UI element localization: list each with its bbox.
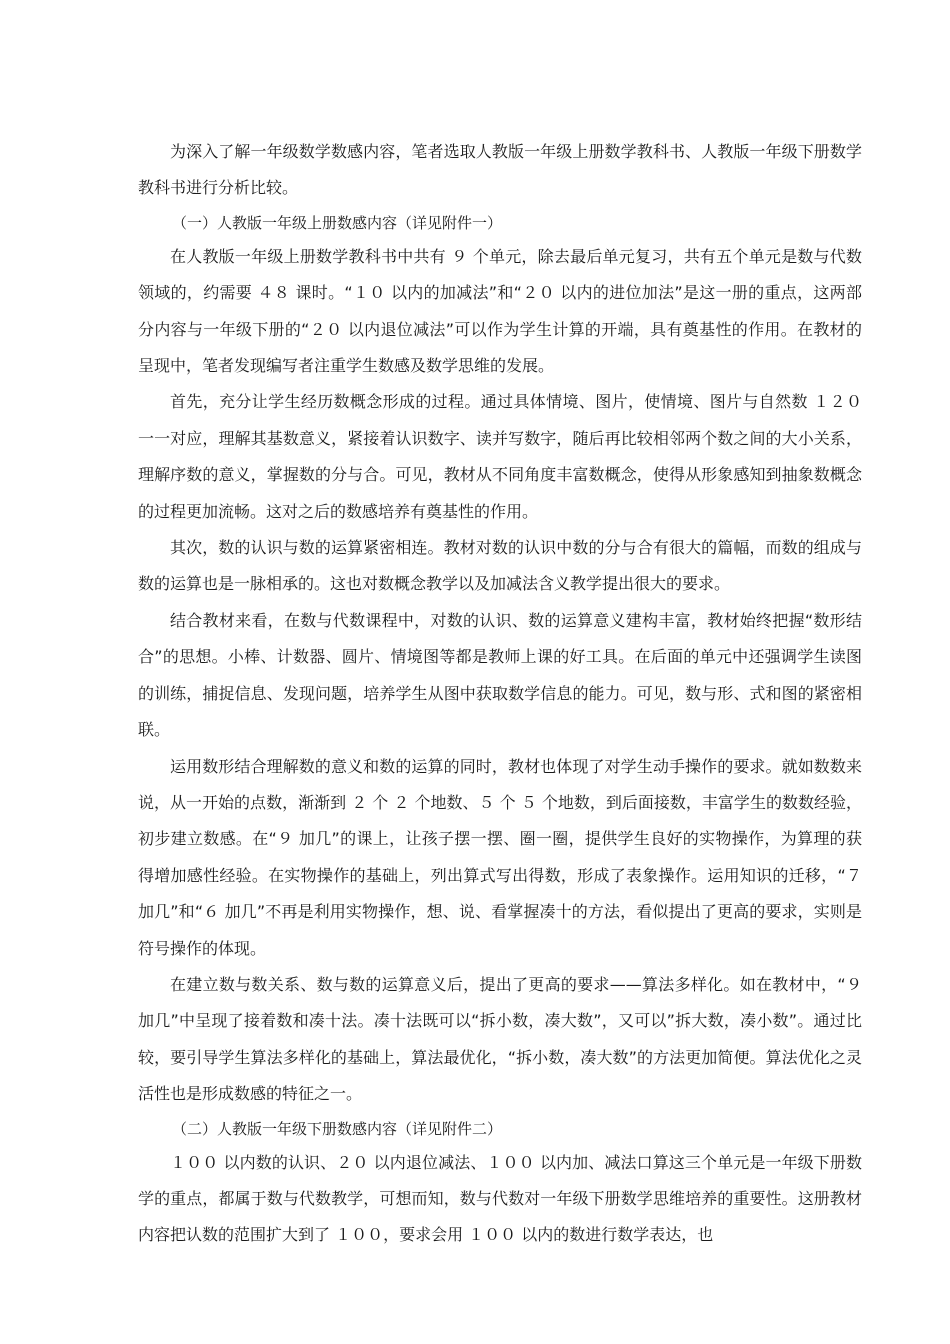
paragraph-vol2-overview: １００ 以内数的认识、２０ 以内退位减法、１００ 以内加、减法口算这三个单元是一年级下册数学的重点，都属于数与代数教学，可想而知，数与代数对一年级下册数学思维培养的重要性。这册教材内容把认数的范围扩大到了 １００，要求会用 １００ 以内的数进行数学表达，也 — [138, 1152, 862, 1245]
paragraph-intro: 为深入了解一年级数学数感内容，笔者选取人教版一年级上册数学教科书、人教版一年级下册数学教科书进行分析比较。 — [138, 142, 862, 198]
paragraph-first-point: 首先，充分让学生经历数概念形成的过程。通过具体情境、图片，使情境、图片与自然数 １２０ 一一对应，理解其基数意义，紧接着认识数字、读并写数字，随后再比较相邻两个数之间的大小关系，理解序数的意义，掌握数的分与合。可见，教材从不同角度丰富数概念，使得从形象感知到抽象数概念的过程更加流畅。这对之后的数感培养有奠基性的作用。 — [138, 392, 862, 521]
section-heading-grade1-vol1: （一）人教版一年级上册数感内容（详见附件一） — [172, 213, 503, 232]
section-heading-grade1-vol2: （二）人教版一年级下册数感内容（详见附件二） — [172, 1119, 503, 1138]
document-body — [138, 134, 862, 1254]
paragraph-number-shape: 结合教材来看，在数与代数课程中，对数的认识、数的运算意义建构丰富，教材始终把握“数形结合”的思想。小棒、计数器、圆片、情境图等都是教师上课的好工具。在后面的单元中还强调学生读图的训练，捕捉信息、发现问题，培养学生从图中获取数学信息的能力。可见，数与形、式和图的紧密相联。 — [138, 610, 862, 740]
paragraph-vol1-overview: 在人教版一年级上册数学教科书中共有 ９ 个单元，除去最后单元复习，共有五个单元是数与代数领域的，约需要 ４８ 课时。“１０ 以内的加减法”和“２０ 以内的进位加法”是这一册的重点，这两部分内容与一年级下册的“２０ 以内退位减法”可以作为学生计算的开端，具有奠基性的作用。在教材的呈现中，笔者发现编写者注重学生数感及数学思维的发展。 — [138, 246, 862, 376]
paragraph-algorithm-diversity: 在建立数与数关系、数与数的运算意义后，提出了更高的要求——算法多样化。如在教材中，“９ 加几”中呈现了接着数和凑十法。凑十法既可以“拆小数，凑大数”，又可以”拆大数，凑小数”。通过比较，要引导学生算法多样化的基础上，算法最优化，“拆小数，凑大数”的方法更加简便。算法优化之灵活性也是形成数感的特征之一。 — [138, 974, 862, 1104]
paragraph-second-point: 其次，数的认识与数的运算紧密相连。教材对数的认识中数的分与合有很大的篇幅，而数的组成与数的运算也是一脉相承的。这也对数概念教学以及加减法含义教学提出很大的要求。 — [138, 538, 862, 594]
paragraph-hands-on: 运用数形结合理解数的意义和数的运算的同时，教材也体现了对学生动手操作的要求。就如数数来说，从一开始的点数，渐渐到 ２ 个 ２ 个地数、５ 个 ５ 个地数，到后面接数，丰富学生的数数经验，初步建立数感。在“９ 加几”的课上，让孩子摆一摆、圈一圈，提供学生良好的实物操作，为算理的获得增加感性经验。在实物操作的基础上，列出算式写出得数，形成了表象操作。运用知识的迁移，“７ 加几”和“６ 加几”不再是利用实物操作，想、说、看掌握凑十的方法，看似提出了更高的要求，实则是符号操作的体现。 — [138, 756, 862, 958]
